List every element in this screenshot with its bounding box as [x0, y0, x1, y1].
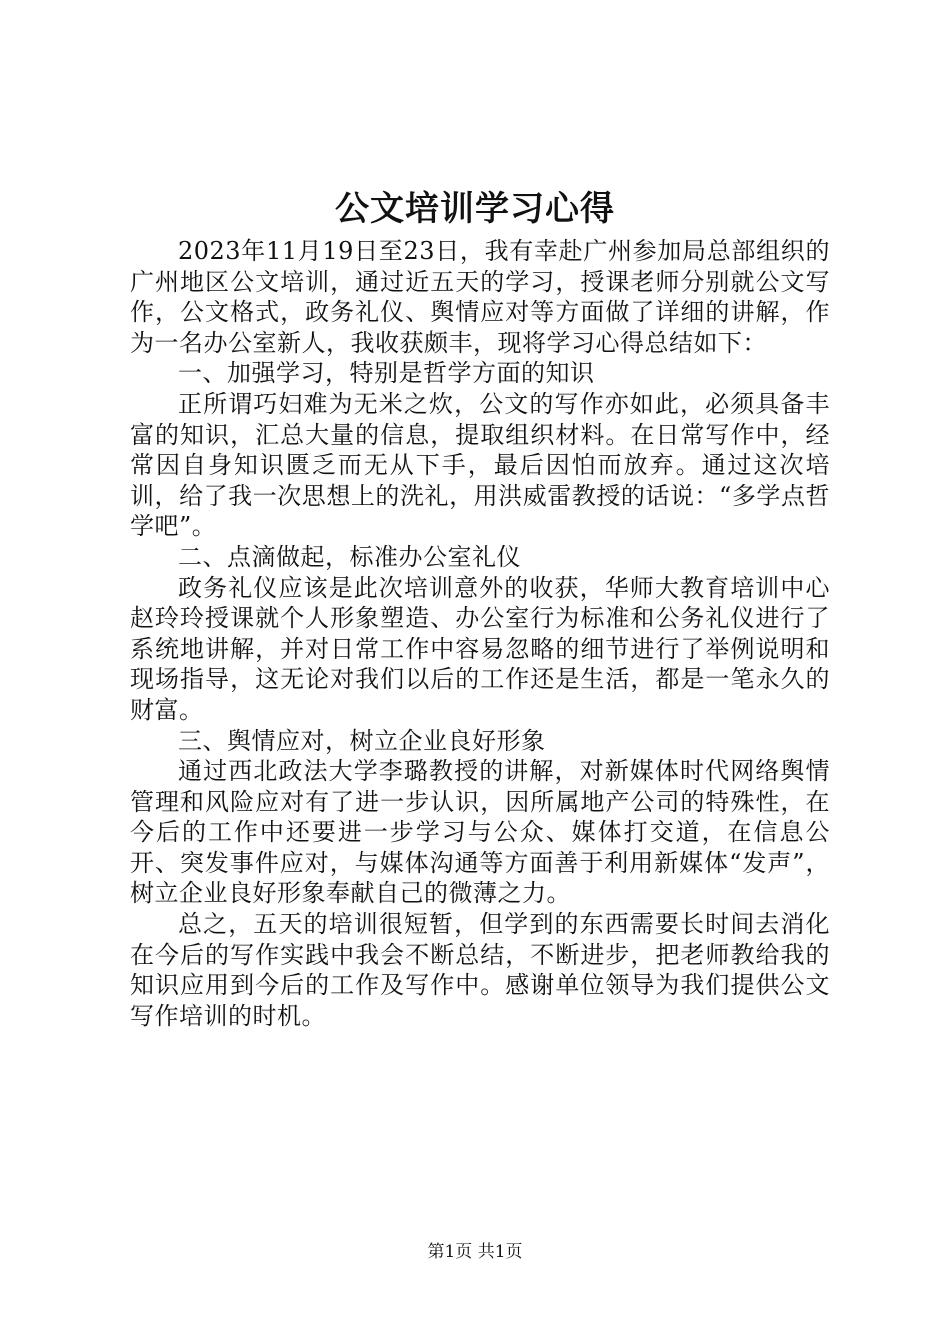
section-paragraph-2: 政务礼仪应该是此次培训意外的收获，华师大教育培训中心赵玲玲授课就个人形象塑造、办公室行为标准和公务礼仪进行了系统地讲解，并对日常工作中容易忽略的细节进行了举例说明和现场指导，这无论对我们以后的工作还是生活，都是一笔永久的财富。 [130, 573, 830, 724]
document-title: 公文培训学习心得 [335, 189, 615, 229]
section-heading-1: 一、加强学习，特别是哲学方面的知识 [178, 359, 595, 388]
intro-paragraph: 2023年11月19日至23日，我有幸赴广州参加局总部组织的广州地区公文培训，通过近五天的学习，授课老师分别就公文写作，公文格式，政务礼仪、舆情应对等方面做了详细的讲解，作为一名办公室新人，我收获颇丰，现将学习心得总结如下： [130, 237, 830, 357]
page-number-footer: 第1页 共1页 [427, 1242, 523, 1262]
document-body [130, 236, 830, 1031]
section-paragraph-3: 通过西北政法大学李璐教授的讲解，对新媒体时代网络舆情管理和风险应对有了进一步认识，因所属地产公司的特殊性，在今后的工作中还要进一步学习与公众、媒体打交道，在信息公开、突发事件应对，与媒体沟通等方面善于利用新媒体“发声”，树立企业良好形象奉献自己的微薄之力。 [130, 757, 830, 908]
conclusion-paragraph: 总之，五天的培训很短暂，但学到的东西需要长时间去消化在今后的写作实践中我会不断总结，不断进步，把老师教给我的知识应用到今后的工作及写作中。感谢单位领导为我们提供公文写作培训的时机。 [130, 910, 830, 1030]
section-paragraph-1: 正所谓巧妇难为无米之炊，公文的写作亦如此，必须具备丰富的知识，汇总大量的信息，提取组织材料。在日常写作中，经常因自身知识匮乏而无从下手，最后因怕而放弃。通过这次培训，给了我一次思想上的洗礼，用洪威雷教授的话说：“多学点哲学吧”。 [130, 389, 830, 541]
section-heading-3: 三、舆情应对，树立企业良好形象 [178, 726, 546, 755]
section-heading-2: 二、点滴做起，标准办公室礼仪 [178, 542, 521, 571]
